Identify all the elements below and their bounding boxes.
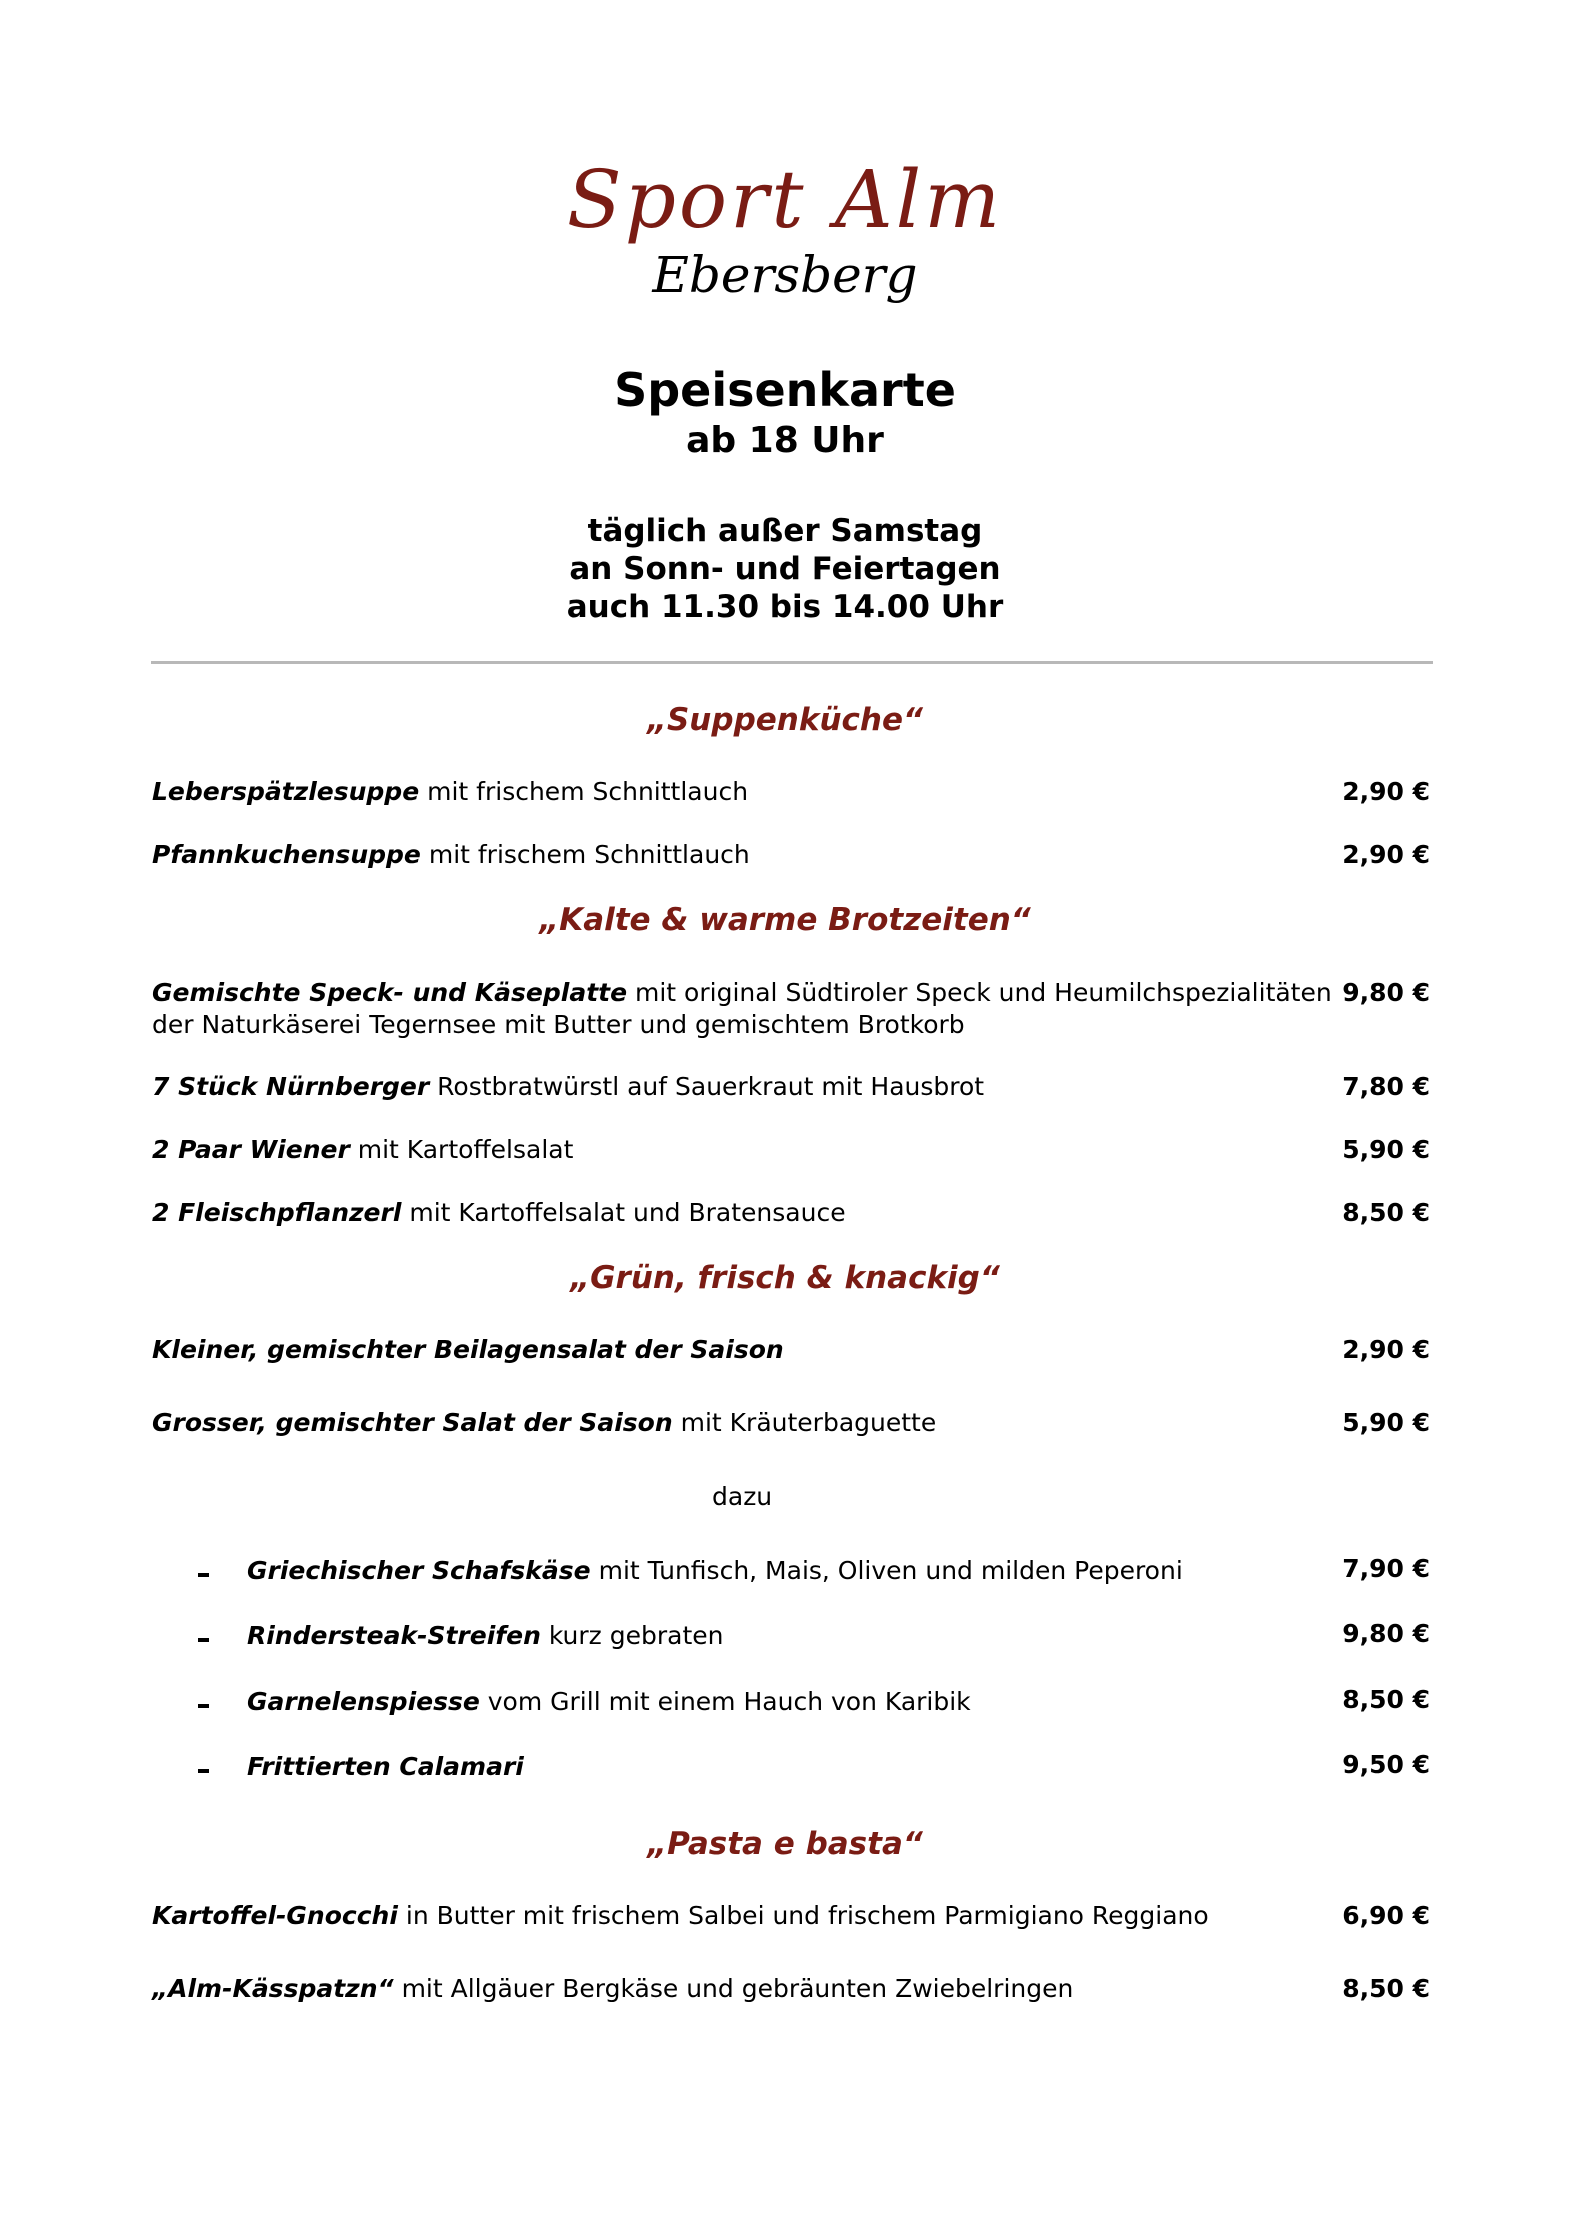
menu-item (152, 1134, 573, 1166)
item-price: 8,50 € (1342, 1198, 1430, 1227)
item-name: Grosser, gemischter Salat der Saison (152, 1408, 673, 1437)
item-name: 2 Paar Wiener (152, 1135, 350, 1164)
item-desc: mit Tunfisch, Mais, Oliven und milden Peperoni (590, 1556, 1183, 1585)
item-price: 7,80 € (1342, 1072, 1430, 1101)
sub-item (247, 1751, 524, 1783)
section-title-salate: „Grün, frisch & knackig“ (570, 1260, 1000, 1296)
item-desc: kurz gebraten (540, 1621, 724, 1650)
dazu-label: dazu (712, 1482, 773, 1511)
menu-item (152, 977, 1332, 1041)
item-price: 5,90 € (1342, 1135, 1430, 1164)
header-divider (151, 661, 1433, 664)
item-name: Leberspätzlesuppe (152, 777, 420, 806)
item-price: 8,50 € (1342, 1685, 1430, 1714)
menu-item (152, 1197, 846, 1229)
hours-line-3: auch 11.30 bis 14.00 Uhr (566, 589, 1004, 625)
item-price: 7,90 € (1342, 1554, 1430, 1583)
item-desc: mit original Südtiroler Speck und Heumilchspezialitäten (627, 978, 1332, 1007)
item-desc: mit Kartoffelsalat und Bratensauce (401, 1198, 846, 1227)
item-price: 9,80 € (1342, 978, 1430, 1007)
item-desc-line-2: der Naturkäserei Tegernsee mit Butter und gemischtem Brotkorb (152, 1010, 965, 1039)
item-name: Pfannkuchensuppe (152, 840, 421, 869)
dash-bullet (198, 1769, 209, 1773)
menu-item (152, 776, 748, 808)
item-name: 2 Fleischpflanzerl (152, 1198, 402, 1227)
sub-item (247, 1620, 724, 1652)
menu-item (152, 1900, 1209, 1932)
hours-line-2: an Sonn- und Feiertagen (569, 551, 1001, 587)
item-price: 9,50 € (1342, 1750, 1430, 1779)
item-price: 2,90 € (1342, 840, 1430, 869)
item-name: Rindersteak-Streifen (247, 1621, 541, 1650)
dash-bullet (198, 1704, 209, 1708)
section-title-brotzeiten: „Kalte & warme Brotzeiten“ (539, 902, 1031, 938)
item-desc: vom Grill mit einem Hauch von Karibik (479, 1687, 971, 1716)
item-price: 6,90 € (1342, 1901, 1430, 1930)
page-title: Speisenkarte (614, 363, 956, 417)
item-price: 8,50 € (1342, 1974, 1430, 2003)
sub-item (247, 1555, 1183, 1587)
section-title-suppenkueche: „Suppenküche“ (647, 702, 923, 738)
brand-name: Sport Alm (566, 153, 1004, 246)
menu-item (152, 839, 750, 871)
item-desc: Rostbratwürstl auf Sauerkraut mit Hausbrot (429, 1072, 985, 1101)
item-name: „Alm-Kässpatzn“ (152, 1974, 394, 2003)
item-name: Griechischer Schafskäse (247, 1556, 591, 1585)
menu-item (152, 1407, 936, 1439)
dash-bullet (198, 1638, 209, 1642)
item-name: Garnelenspiesse (247, 1687, 480, 1716)
item-name: Frittierten Calamari (247, 1752, 524, 1781)
hours-line-1: täglich außer Samstag (587, 513, 983, 549)
item-desc: mit frischem Schnittlauch (419, 777, 749, 806)
item-name: 7 Stück Nürnberger (152, 1072, 430, 1101)
item-desc: mit Kartoffelsalat (349, 1135, 574, 1164)
item-price: 9,80 € (1342, 1619, 1430, 1648)
item-name: Kleiner, gemischter Beilagensalat der Saison (152, 1335, 784, 1364)
item-price: 5,90 € (1342, 1408, 1430, 1437)
menu-item (152, 1973, 1073, 2005)
item-price: 2,90 € (1342, 777, 1430, 806)
item-desc: in Butter mit frischem Salbei und frischem Parmigiano Reggiano (397, 1901, 1209, 1930)
sub-item (247, 1686, 971, 1718)
section-title-pasta: „Pasta e basta“ (647, 1826, 923, 1862)
dash-bullet (198, 1573, 209, 1577)
menu-item (152, 1071, 984, 1103)
item-price: 2,90 € (1342, 1335, 1430, 1364)
item-name: Gemischte Speck- und Käseplatte (152, 978, 628, 1007)
item-name: Kartoffel-Gnocchi (152, 1901, 398, 1930)
item-desc: mit Allgäuer Bergkäse und gebräunten Zwiebelringen (393, 1974, 1074, 2003)
menu-item (152, 1334, 784, 1366)
item-desc: mit Kräuterbaguette (672, 1408, 937, 1437)
brand-town: Ebersberg (652, 246, 918, 304)
item-desc: mit frischem Schnittlauch (420, 840, 750, 869)
page-subtitle: ab 18 Uhr (686, 420, 884, 461)
